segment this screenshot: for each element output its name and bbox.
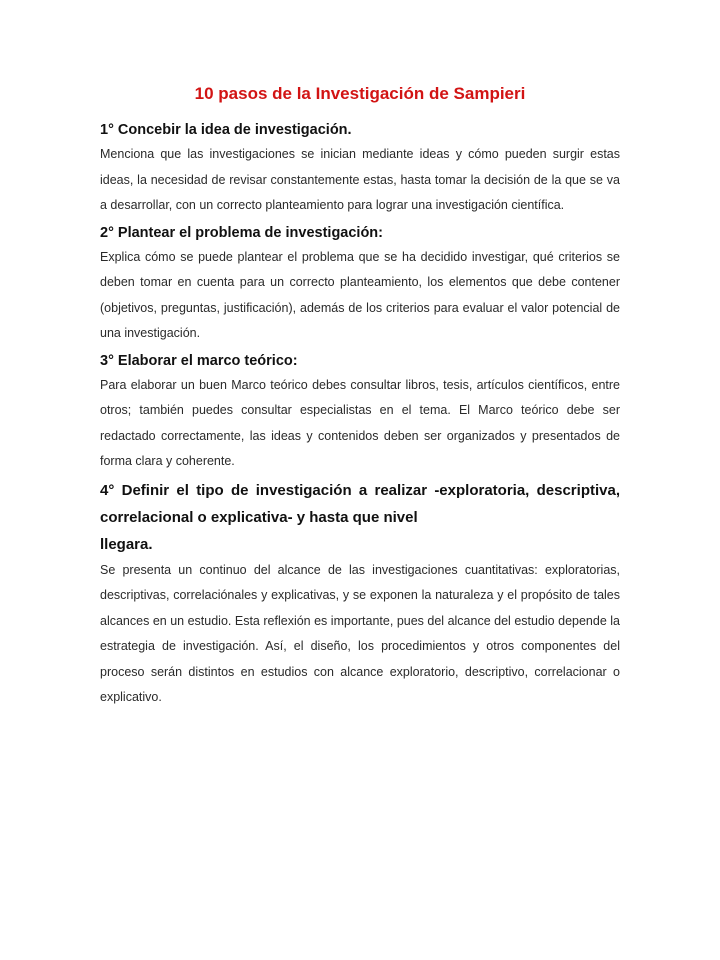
section-3-body: Para elaborar un buen Marco teórico debes consultar libros, tesis, artículos científicos, entre otros; también puedes consultar especialistas en el tema. El Marco teórico debe ser redactado correctamente, las ideas y contenidos deben ser organizados y presentados de forma clara y coherente. xyxy=(100,377,620,468)
section-2 xyxy=(100,221,620,347)
section-3 xyxy=(100,349,620,475)
document-title: 10 pasos de la Investigación de Sampieri xyxy=(194,84,526,103)
section-4 xyxy=(100,477,620,711)
section-4-heading: 4° Definir el tipo de investigación a realizar -exploratoria, descriptiva, correlacional o explicativa- y hasta que nivel xyxy=(100,481,620,526)
section-4-body: Se presenta un continuo del alcance de las investigaciones cuantitativas: exploratorias, descriptivas, correlaciónales y explicativas, y se exponen la naturaleza y el propósito de tales alcances en un estudio. Esta reflexión es importante, pues del alcance del estudio depende la estrategia de investigación. Así, el diseño, los procedimientos y otros componentes del proceso serán distintos en estudios con alcance exploratorio, descriptivo, correlacionar o explicativo. xyxy=(100,562,620,704)
section-1-body: Menciona que las investigaciones se inician mediante ideas y cómo pueden surgir estas ideas, la necesidad de revisar constantemente estas, hasta tomar la decisión de la que se va a desarrollar, con un correcto planteamiento para lograr una investigación científica. xyxy=(100,147,620,212)
section-3-heading: 3° Elaborar el marco teórico: xyxy=(100,352,298,369)
section-1-heading: 1° Concebir la idea de investigación. xyxy=(100,122,352,138)
document-page xyxy=(100,80,620,713)
section-4-heading-continued: llegara. xyxy=(100,535,153,553)
section-2-heading: 2° Plantear el problema de investigación: xyxy=(100,224,383,241)
section-2-body: Explica cómo se puede plantear el problema que se ha decidido investigar, qué criterios se deben tomar en cuenta para un correcto planteamiento, los elementos que debe contener (objetivos, preguntas, justificación), además de los criterios para evaluar el valor potencial de una investigación. xyxy=(100,249,620,340)
section-1 xyxy=(100,118,620,219)
